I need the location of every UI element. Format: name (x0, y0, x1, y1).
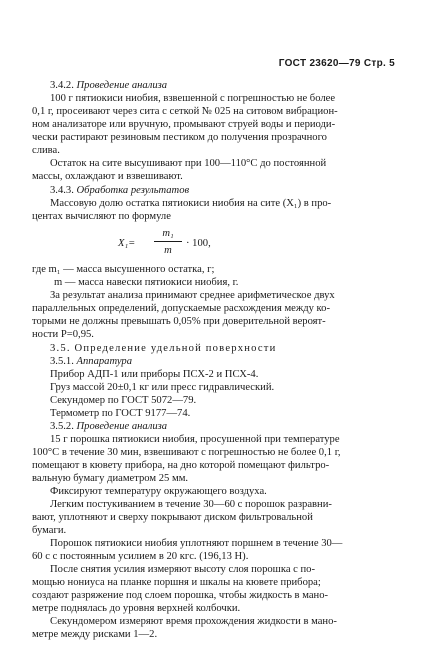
paragraph (32, 537, 396, 563)
text-line: 100 г пятиокиси ниобия, взвешенной с погрешностью не более (50, 93, 336, 104)
text-line: Фиксируют температуру окружающего воздуха. (50, 486, 267, 497)
list-item: Термометр по ГОСТ 9177—74. (50, 408, 191, 419)
section-number: 3.5.1. (50, 356, 74, 367)
section-title: Обработка результатов (76, 185, 190, 196)
text-line: Секундомером измеряют время прохождения жидкости в мано- (50, 616, 337, 627)
paragraph (32, 498, 396, 537)
text-line: метре между рисками 1—2. (32, 629, 158, 640)
section-number: 3.5.2. (50, 421, 74, 432)
page-header: ГОСТ 23620—79 Стр. 5 (278, 58, 395, 69)
section-title: Проведение анализа (76, 421, 168, 432)
paragraph (32, 92, 396, 157)
text-line: Порошок пятиокиси ниобия уплотняют поршнем в течение 30— (50, 538, 343, 549)
text-line: мощью нониуса на планке поршня и шкалы на кювете прибора; (32, 577, 321, 588)
formula-fraction (154, 227, 182, 257)
paragraph (32, 433, 396, 485)
section-number: 3.4.2. (50, 80, 74, 91)
equipment-list (32, 368, 396, 420)
paragraph (32, 289, 396, 341)
text-line: 60 с с постоянным усилием в 20 кгс. (196,13 Н). (32, 551, 249, 562)
paragraph (32, 563, 396, 615)
text-line: ном анализаторе или вручную, промывают струей воды и периоди- (32, 119, 336, 130)
text-line: чески растирают резиновым пестиком до получения прозрачного (32, 132, 327, 143)
text-line: параллельных определений, допускаемые расхождения между ко- (32, 303, 330, 314)
section-3-5-1-heading (32, 355, 396, 368)
section-3-4-3-heading (32, 184, 396, 197)
section-title: Аппаратура (76, 356, 132, 367)
text-line: торыми не должны превышать 0,05% при доверительной вероят- (32, 316, 326, 327)
page-content (32, 78, 396, 641)
section-number: 3.4.3. (50, 185, 74, 196)
text-line: 0,1 г, просеивают через сита с сеткой № 025 на ситовом вибрацион- (32, 106, 338, 117)
formula-rhs: · 100, (186, 238, 211, 249)
variable-definitions (32, 263, 396, 289)
text-line: Массовую долю остатка пятиокиси ниобия на сите (X₁) в про- (50, 198, 332, 209)
list-item: Прибор АДП-1 или приборы ПСХ-2 и ПСХ-4. (50, 369, 259, 380)
formula-lhs: X₁= (118, 238, 136, 249)
text-line: После снятия усилия измеряют высоту слоя порошка с по- (50, 564, 316, 575)
text-line: Остаток на сите высушивают при 100—110°С до постоянной (50, 158, 327, 169)
formula (32, 225, 396, 259)
text-line: центах вычисляют по формуле (32, 211, 171, 222)
text-line: массы, охлаждают и взвешивают. (32, 171, 183, 182)
text-line: 15 г порошка пятиокиси ниобия, просушенной при температуре (50, 434, 340, 445)
definition-line: m — масса навески пятиокиси ниобия, г. (54, 277, 239, 288)
section-3-4-2-heading (32, 79, 396, 92)
text-line: помещают в кювету прибора, на дно которой помещают фильтро- (32, 460, 330, 471)
definition-line: где m₁ — масса высушенного остатка, г; (32, 264, 215, 275)
text-line: ности P=0,95. (32, 329, 94, 340)
section-title: Проведение анализа (76, 80, 168, 91)
section-3-5-heading: 3.5. Определение удельной поверхности (50, 343, 277, 354)
list-item: Секундомер по ГОСТ 5072—79. (50, 395, 197, 406)
text-line: слива. (32, 145, 60, 156)
text-line: 100°С в течение 30 мин, взвешивают с погрешностью не более 0,1 г, (32, 447, 341, 458)
paragraph (32, 615, 396, 641)
text-line: метре поднялась до уровня верхней колбочки. (32, 603, 241, 614)
paragraph (32, 157, 396, 183)
formula-numerator: m₁ (154, 227, 182, 242)
paragraph (32, 197, 396, 223)
list-item: Груз массой 20±0,1 кг или пресс гидравлический. (50, 382, 275, 393)
section-3-5-2-heading (32, 420, 396, 433)
text-line: Легким постукиванием в течение 30—60 с порошок разравни- (50, 499, 332, 510)
formula-denominator: m (164, 245, 172, 256)
text-line: бумаги. (32, 525, 67, 536)
text-line: вальную бумагу диаметром 25 мм. (32, 473, 189, 484)
text-line: создают разряжение под слоем порошка, чтобы жидкость в мано- (32, 590, 329, 601)
text-line: вают, уплотняют и сверху покрывают диском фильтровальной (32, 512, 313, 523)
text-line: За результат анализа принимают среднее арифметическое двух (50, 290, 335, 301)
